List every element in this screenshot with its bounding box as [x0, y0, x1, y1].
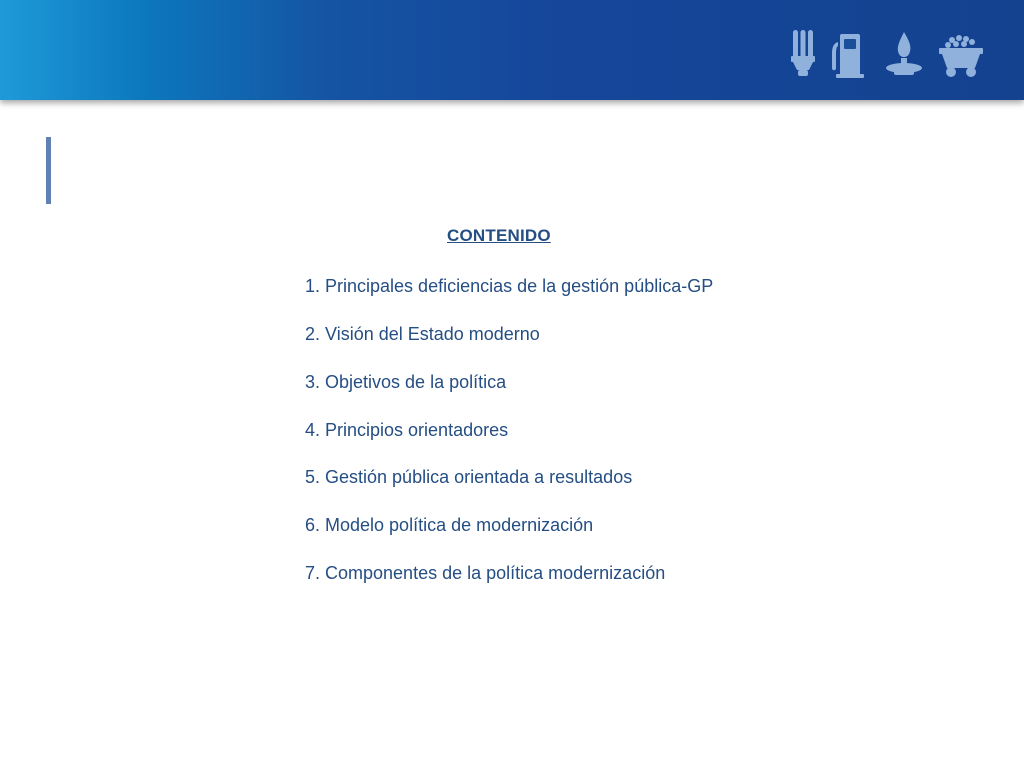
header-band	[0, 0, 1024, 100]
toc-item-4: 4. Principios orientadores	[305, 420, 509, 440]
mine-cart-icon	[938, 32, 984, 78]
toc-item-6: 6. Modelo política de modernización	[305, 515, 594, 535]
gas-flame-icon	[884, 30, 924, 78]
contents-heading: CONTENIDO	[447, 226, 551, 245]
toc-item-2: 2. Visión del Estado moderno	[305, 324, 540, 344]
toc-item-7: 7. Componentes de la política modernización	[305, 563, 666, 583]
toc-item-1: 1. Principales deficiencias de la gestión pública-GP	[305, 276, 714, 296]
lightbulb-icon	[790, 28, 816, 78]
toc-item-5: 5. Gestión pública orientada a resultados	[305, 467, 633, 487]
energy-icons	[790, 26, 984, 78]
fuel-pump-icon	[830, 32, 870, 78]
accent-bar	[46, 137, 51, 204]
toc-item-3: 3. Objetivos de la política	[305, 372, 507, 392]
